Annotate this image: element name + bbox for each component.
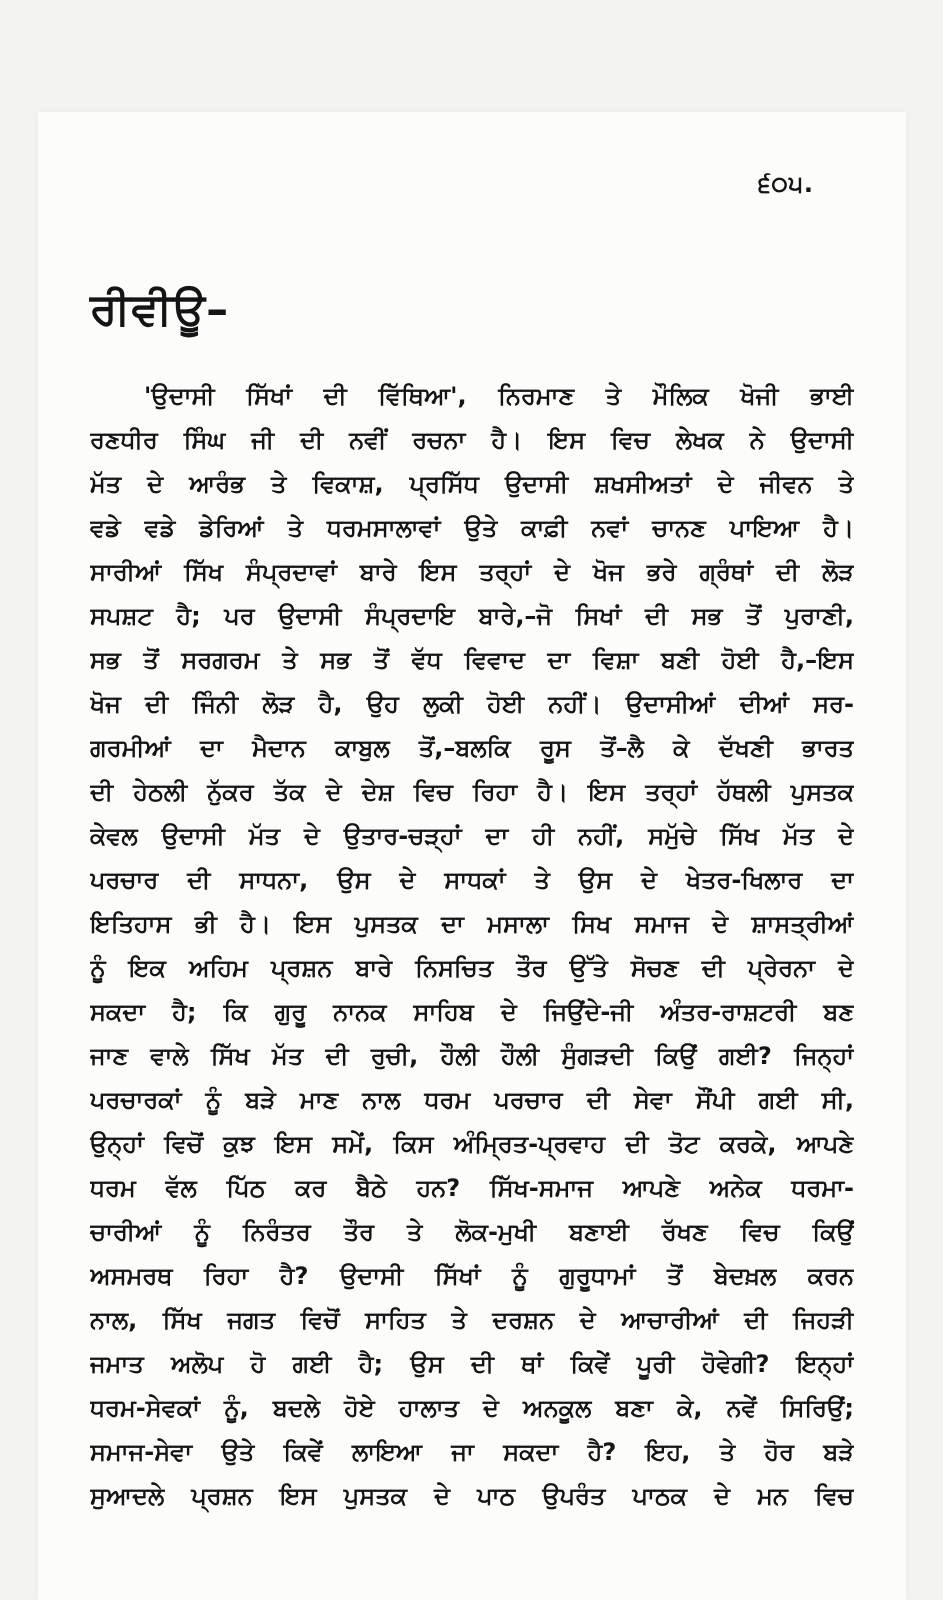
text-line: ਗਰਮੀਆਂ ਦਾ ਮੈਦਾਨ ਕਾਬੁਲ ਤੋਂ,–ਬਲਕਿ ਰੂਸ ਤੋਂ–ਲੈ ਕੇ ਦੱਖਣੀ ਭਾਰਤ xyxy=(90,734,854,762)
text-line: ਮੱਤ ਦੇ ਆਰੰਭ ਤੇ ਵਿਕਾਸ਼, ਪ੍ਰਸਿੱਧ ਉਦਾਸੀ ਸ਼ਖਸੀਅਤਾਂ ਦੇ ਜੀਵਨ ਤੇ xyxy=(90,470,854,498)
text-line: ਸਾਰੀਆਂ ਸਿੱਖ ਸੰਪ੍ਰਦਾਵਾਂ ਬਾਰੇ ਇਸ ਤਰ੍ਹਾਂ ਦੇ ਖੋਜ ਭਰੇ ਗ੍ਰੰਥਾਂ ਦੀ ਲੋੜ xyxy=(90,558,854,586)
text-line: ਪਰਚਾਰ ਦੀ ਸਾਧਨਾ, ਉਸ ਦੇ ਸਾਧਕਾਂ ਤੇ ਉਸ ਦੇ ਖੇਤਰ-ਖਿਲਾਰ ਦਾ xyxy=(90,866,854,894)
text-line: ਸੁਆਦਲੇ ਪ੍ਰਸ਼ਨ ਇਸ ਪੁਸਤਕ ਦੇ ਪਾਠ ਉਪਰੰਤ ਪਾਠਕ ਦੇ ਮਨ ਵਿਚ xyxy=(90,1482,854,1510)
text-line: ਉਨ੍ਹਾਂ ਵਿਚੋਂ ਕੁਝ ਇਸ ਸਮੇਂ, ਕਿਸ ਅੰਮ੍ਰਿਤ-ਪ੍ਰਵਾਹ ਦੀ ਤੋਟ ਕਰਕੇ, ਆਪਣੇ xyxy=(90,1130,854,1158)
text-line: ਦੀ ਹੇਠਲੀ ਨੁੱਕਰ ਤੱਕ ਦੇ ਦੇਸ਼ ਵਿਚ ਰਿਹਾ ਹੈ। ਇਸ ਤਰ੍ਹਾਂ ਹੱਥਲੀ ਪੁਸਤਕ xyxy=(90,778,854,806)
text-line: ਚਾਰੀਆਂ ਨੂੰ ਨਿਰੰਤਰ ਤੌਰ ਤੇ ਲੋਕ-ਮੁਖੀ ਬਣਾਈ ਰੱਖਣ ਵਿਚ ਕਿਉਂ xyxy=(90,1218,854,1246)
text-line: ਅਸਮਰਥ ਰਿਹਾ ਹੈ? ਉਦਾਸੀ ਸਿੱਖਾਂ ਨੂੰ ਗੁਰੂਧਾਮਾਂ ਤੋਂ ਬੇਦਖ਼ਲ ਕਰਨ xyxy=(90,1262,854,1290)
text-line: 'ਉਦਾਸੀ ਸਿੱਖਾਂ ਦੀ ਵਿੱਥਿਆ', ਨਿਰਮਾਣ ਤੇ ਮੌਲਿਕ ਖੋਜੀ ਭਾਈ xyxy=(144,382,854,410)
text-line: ਨੂੰ ਇਕ ਅਹਿਮ ਪ੍ਰਸ਼ਨ ਬਾਰੇ ਨਿਸਚਿਤ ਤੌਰ ਉੱਤੇ ਸੋਚਣ ਦੀ ਪ੍ਰੇਰਨਾ ਦੇ xyxy=(90,954,854,982)
text-line: ਧਰਮ-ਸੇਵਕਾਂ ਨੂੰ, ਬਦਲੇ ਹੋਏ ਹਾਲਾਤ ਦੇ ਅਨਕੂਲ ਬਣਾ ਕੇ, ਨਵੇਂ ਸਿਰਿਉਂ; xyxy=(90,1394,854,1422)
text-line: ਸਮਾਜ-ਸੇਵਾ ਉਤੇ ਕਿਵੇਂ ਲਾਇਆ ਜਾ ਸਕਦਾ ਹੈ? ਇਹ, ਤੇ ਹੋਰ ਬੜੇ xyxy=(90,1438,854,1466)
text-line: ਖੋਜ ਦੀ ਜਿੰਨੀ ਲੋੜ ਹੈ, ਉਹ ਲੁਕੀ ਹੋਈ ਨਹੀਂ। ਉਦਾਸੀਆਂ ਦੀਆਂ ਸਰ- xyxy=(90,690,854,718)
text-line: ਨਾਲ, ਸਿੱਖ ਜਗਤ ਵਿਚੋਂ ਸਾਹਿਤ ਤੇ ਦਰਸ਼ਨ ਦੇ ਆਚਾਰੀਆਂ ਦੀ ਜਿਹੜੀ xyxy=(90,1306,854,1334)
text-line: ਸਭ ਤੋਂ ਸਰਗਰਮ ਤੇ ਸਭ ਤੋਂ ਵੱਧ ਵਿਵਾਦ ਦਾ ਵਿਸ਼ਾ ਬਣੀ ਹੋਈ ਹੈ,–ਇਸ xyxy=(90,646,854,674)
review-body xyxy=(90,374,854,1518)
text-line: ਸਪਸ਼ਟ ਹੈ; ਪਰ ਉਦਾਸੀ ਸੰਪ੍ਰਦਾਇ ਬਾਰੇ,–ਜੋ ਸਿਖਾਂ ਦੀ ਸਭ ਤੋਂ ਪੁਰਾਣੀ, xyxy=(90,602,854,630)
text-line: ਧਰਮ ਵੱਲ ਪਿੱਠ ਕਰ ਬੈਠੇ ਹਨ? ਸਿੱਖ-ਸਮਾਜ ਆਪਣੇ ਅਨੇਕ ਧਰਮਾ- xyxy=(90,1174,854,1202)
section-heading: ਰੀਵੀਊ– xyxy=(90,284,230,335)
text-line: ਪਰਚਾਰਕਾਂ ਨੂੰ ਬੜੇ ਮਾਣ ਨਾਲ ਧਰਮ ਪਰਚਾਰ ਦੀ ਸੇਵਾ ਸੌਂਪੀ ਗਈ ਸੀ, xyxy=(90,1086,854,1114)
text-line: ਜਮਾਤ ਅਲੋਪ ਹੋ ਗਈ ਹੈ; ਉਸ ਦੀ ਥਾਂ ਕਿਵੇਂ ਪੂਰੀ ਹੋਵੇਗੀ? ਇਨ੍ਹਾਂ xyxy=(90,1350,854,1378)
text-line: ਜਾਣ ਵਾਲੇ ਸਿੱਖ ਮੱਤ ਦੀ ਰੁਚੀ, ਹੌਲੀ ਹੌਲੀ ਸੁੰਗੜਦੀ ਕਿਉਂ ਗਈ? ਜਿਨ੍ਹਾਂ xyxy=(90,1042,854,1070)
text-line: ਕੇਵਲ ਉਦਾਸੀ ਮੱਤ ਦੇ ਉਤਾਰ-ਚੜ੍ਹਾਂ ਦਾ ਹੀ ਨਹੀਂ, ਸਮੁੱਚੇ ਸਿੱਖ ਮੱਤ ਦੇ xyxy=(90,822,854,850)
document-page xyxy=(38,112,906,1600)
text-line: ਵਡੇ ਵਡੇ ਡੇਰਿਆਂ ਤੇ ਧਰਮਸਾਲਾਵਾਂ ਉਤੇ ਕਾਫ਼ੀ ਨਵਾਂ ਚਾਨਣ ਪਾਇਆ ਹੈ। xyxy=(90,514,854,542)
text-line: ਰਣਧੀਰ ਸਿੰਘ ਜੀ ਦੀ ਨਵੀਂ ਰਚਨਾ ਹੈ। ਇਸ ਵਿਚ ਲੇਖਕ ਨੇ ਉਦਾਸੀ xyxy=(90,426,854,454)
text-line: ਸਕਦਾ ਹੈ; ਕਿ ਗੁਰੂ ਨਾਨਕ ਸਾਹਿਬ ਦੇ ਜਿਉਂਦੇ-ਜੀ ਅੰਤਰ-ਰਾਸ਼ਟਰੀ ਬਣ xyxy=(90,998,854,1026)
page-number: ੬੦੫. xyxy=(758,170,814,198)
text-line: ਇਤਿਹਾਸ ਭੀ ਹੈ। ਇਸ ਪੁਸਤਕ ਦਾ ਮਸਾਲਾ ਸਿਖ ਸਮਾਜ ਦੇ ਸ਼ਾਸਤ੍ਰੀਆਂ xyxy=(90,910,854,938)
